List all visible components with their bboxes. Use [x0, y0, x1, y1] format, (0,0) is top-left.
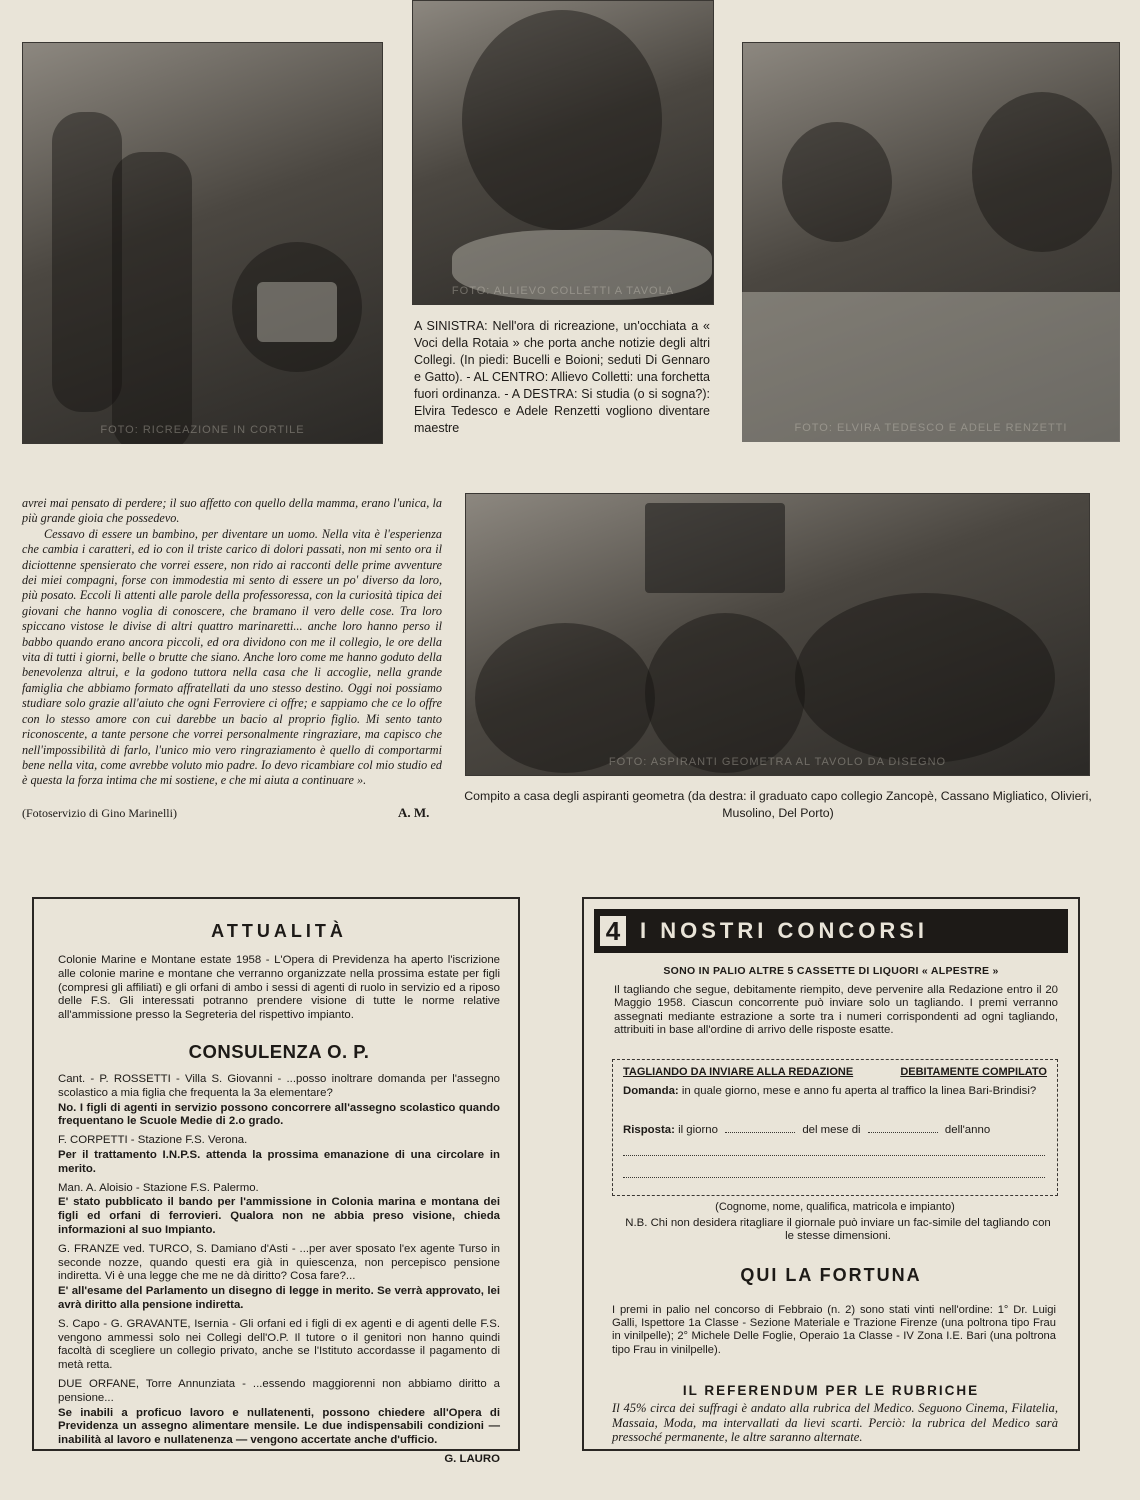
fortuna-text: I premi in palio nel concorso di Febbraio (n. 2) sono stati vinti nell'ordine: 1° Dr. Luigi Galli, Ispettore 1a Classe - Sezione Materiale e Trazione Firenze (una poltrona tipo Frau in vinilpelle); 2° Michele Delle Foglie, Operaio 1a Classe - IV Zona I.E. Bari (una poltrona tipo Frau in vinilpelle). [612, 1304, 1056, 1356]
consulenza-answer: Per il trattamento I.N.P.S. attenda la prossima emanazione di una circolare in merito. [58, 1148, 500, 1175]
risposta-label: Risposta: [623, 1124, 675, 1136]
photo-credit: (Fotoservizio di Gino Marinelli) [22, 806, 177, 820]
attualita-text: Colonie Marine e Montane estate 1958 - L'Opera di Previdenza ha aperto l'iscrizione alle colonie marine e montane che verranno organizzate nella prossima estate per figli (compresi gli affiliati) e gli orfani di ambo i sessi di agenti di ruolo in servizio ed a riposo delle F.S. Gli interessati potranno prendere visione di tutte le norme relative all'ammissione presso la Segreteria del rispettivo impianto. [58, 954, 500, 1022]
photo-girls-studying [742, 42, 1120, 442]
domanda-label: Domanda: [623, 1085, 679, 1097]
referendum-title: IL REFERENDUM PER LE RUBRICHE [682, 1383, 980, 1398]
consulenza-question: Cant. - P. ROSSETTI - Villa S. Giovanni - ...posso inoltrare domanda per l'assegno scolastico a mia figlia che frequenta la 3a elementare? [58, 1072, 500, 1099]
attualita-title: ATTUALITÀ [211, 921, 347, 941]
attualita-consulenza-box [32, 897, 520, 1465]
photo-recreation-courtyard [22, 42, 383, 444]
consulenza-question: Man. A. Aloisio - Stazione F.S. Palermo. [58, 1181, 259, 1194]
photo-label: FOTO: RICREAZIONE IN CORTILE [100, 424, 305, 436]
consulenza-answer: Se inabili a proficuo lavoro e nullatenenti, possono chiedere all'Opera di Previdenza un assegno alimentare mensile. Le due indispensabili condizioni — inabilità al lavoro e nullatenenza — vengono accertate anche d'ufficio. [58, 1406, 500, 1447]
article-paragraph: Cessavo di essere un bambino, per diventare un uomo. Nella vita è l'esperienza che cambia i caratteri, ed io con il triste carico di dolori passati, non mi sento ora il diciottenne spensierato che vorrei essere, non rido ai racconti delle prime avventure dei miei compagni, forse con immodestia mi sento di essere un po' diverso da loro, più posato. Eccoli lì attenti alle parole della professoressa, con la curiosità tipica dei giovani che hanno voglia di conoscere, che bramano il vero delle cose. Tra loro spiccano vistose le divise di altri quattro marinaretti... anche loro hanno perso il babbo quando erano ancora piccoli, ed ora dividono con me il collegio, le ore della vita di tutti i giorni, belle o brutte che siano. Anche loro come me hanno goduto della benevolenza altrui, e la godono tuttora nella casa che li accoglie, nella grande famiglia che abbiamo formato affratellati da uno stesso destino. Oggi noi possiamo studiare solo grazie all'aiuto che ogni Ferroviere ci offre; e sappiamo che ce lo offre con lo stesso amore con cui darebbe un bacio al proprio figlio. Mi sento tanto riconoscente, a tante persone che vorrei personalmente ringraziare, ma capisco che nell'impossibilità di farlo, l'unico mio vero ringraziamento è quello di comportarmi bene nella vita, come avrebbe voluto mio padre. Io devo ricambiare col mio studio ed è questa la forza intima che mi sostiene, e che mi aiuta a continuare ». [22, 526, 442, 788]
coupon-under-text: (Cognome, nome, qualifica, matricola e impianto) [715, 1201, 955, 1213]
coupon-header-right: DEBITAMENTE COMPILATO [900, 1066, 1047, 1078]
coupon-header-left: TAGLIANDO DA INVIARE ALLA REDAZIONE [623, 1066, 854, 1078]
referendum-text: Il 45% circa dei suffragi è andato alla rubrica del Medico. Seguono Cinema, Filatelia, Massaia, Moda, ma intervallati da lievi scarti. Perciò: la rubrica del Medico sarà pressoché permanente, le altre saranno alternate. [612, 1401, 1058, 1445]
drafting-photo-caption: Compito a casa degli aspiranti geometra (da destra: il graduato capo collegio Zancopè, Cassano Migliatico, Olivieri, Musolino, Del Porto) [464, 789, 1092, 820]
consulenza-answer: E' all'esame del Parlamento un disegno di legge in merito. Se verrà approvato, lei avrà diritto alla pensione indiretta. [58, 1285, 500, 1311]
coupon-nb: N.B. Chi non desidera ritagliare il giornale può inviare un fac-simile del tagliando con le stesse dimensioni. [625, 1217, 1051, 1243]
consulenza-question: G. FRANZE ved. TURCO, S. Damiano d'Asti - ...per aver sposato l'ex agente Turso in seconde nozze, quando questi era già in quiescenza, non percepisco pensione indiretta. Vi è una legge che me ne dà diritto? Cosa fare?... [58, 1242, 500, 1283]
photo-boy-eating [412, 0, 714, 305]
photo-drafting-class [465, 493, 1090, 776]
coupon-question [623, 1084, 1045, 1098]
mese-label: del mese di [802, 1124, 861, 1136]
consulenza-answer: No. I figli di agenti in servizio possono concorrere all'assegno scolastico quando frequentano le Scuole Medie di 2.o grado. [58, 1101, 500, 1128]
month-field[interactable] [868, 1132, 938, 1133]
concorsi-box [582, 897, 1080, 1451]
details-line[interactable] [623, 1177, 1045, 1178]
photo-label: FOTO: ELVIRA TEDESCO E ADELE RENZETTI [794, 422, 1068, 434]
consulenza-signature: G. LAURO [444, 1452, 500, 1465]
concorsi-intro: Il tagliando che segue, debitamente riempito, deve pervenire alla Redazione entro il 20 Maggio 1958. Ciascun concorrente può inviare solo un tagliando. I premi verranno assegnati mediante estrazione a sorte tra i numeri corrispondenti ad ogni tagliando, attribuiti in base all'ordine di arrivo delle risposte esatte. [614, 984, 1058, 1037]
consulenza-question: F. CORPETTI - Stazione F.S. Verona. [58, 1134, 248, 1147]
photo-label: FOTO: ALLIEVO COLLETTI A TAVOLA [451, 285, 675, 297]
domanda-text: in quale giorno, mese e anno fu aperta al traffico la linea Bari-Brindisi? [681, 1085, 1037, 1097]
consulenza-question: S. Capo - G. GRAVANTE, Isernia - Gli orfani ed i figli di ex agenti e di agenti delle F.S. vengono ammessi solo nei Collegi dell'O.P. Il tutore o il genitori non hanno quindi facoltà di scegliere un collegio privato, anche se l'Istituto accordasse il pagamento di metà retta. [58, 1317, 500, 1372]
concorsi-title: I NOSTRI CONCORSI [640, 918, 929, 943]
concorsi-banner [594, 909, 1068, 953]
consulenza-list [58, 1073, 500, 1448]
article-text [22, 496, 442, 789]
fortuna-title: QUI LA FORTUNA [740, 1265, 922, 1285]
article-paragraph: avrei mai pensato di perdere; il suo affetto con quello della mamma, erano l'unica, la più grande gioia che possedevo. [22, 496, 442, 526]
day-field[interactable] [725, 1132, 795, 1133]
author-initials: A. M. [398, 805, 430, 820]
concorso-number: 4 [600, 916, 626, 946]
concorsi-subtitle: SONO IN PALIO ALTRE 5 CASSETTE DI LIQUORI « ALPESTRE » [663, 965, 999, 977]
coupon-header [623, 1066, 1047, 1078]
name-line[interactable] [623, 1155, 1045, 1156]
photo-label: FOTO: ASPIRANTI GEOMETRA AL TAVOLO DA DISEGNO [608, 756, 947, 768]
top-photos-caption: A SINISTRA: Nell'ora di ricreazione, un'occhiata a « Voci della Rotaia » che porta anche notizie degli altri Collegi. (In piedi: Bucelli e Boioni; seduti Di Gennaro e Gatto). - AL CENTRO: Allievo Colletti: una forchetta fuori ordinanza. - A DESTRA: Si studia (o si sogna?): Elvira Tedesco e Adele Renzetti vogliono diventare maestre [414, 319, 710, 435]
consulenza-title: CONSULENZA O. P. [188, 1040, 370, 1062]
coupon-answer [623, 1124, 1045, 1136]
coupon-form[interactable] [612, 1059, 1058, 1196]
giorno-label: il giorno [678, 1124, 718, 1136]
anno-label: dell'anno [944, 1124, 991, 1136]
consulenza-question: DUE ORFANE, Torre Annunziata - ...essendo maggiorenni non abbiamo diritto a pensione... [58, 1377, 500, 1404]
consulenza-answer: E' stato pubblicato il bando per l'ammissione in Colonia marina e montana dei figli ed orfani di ferrovieri. Qualora non ne abbia preso visione, chieda informazioni al suo Impianto. [58, 1196, 500, 1236]
